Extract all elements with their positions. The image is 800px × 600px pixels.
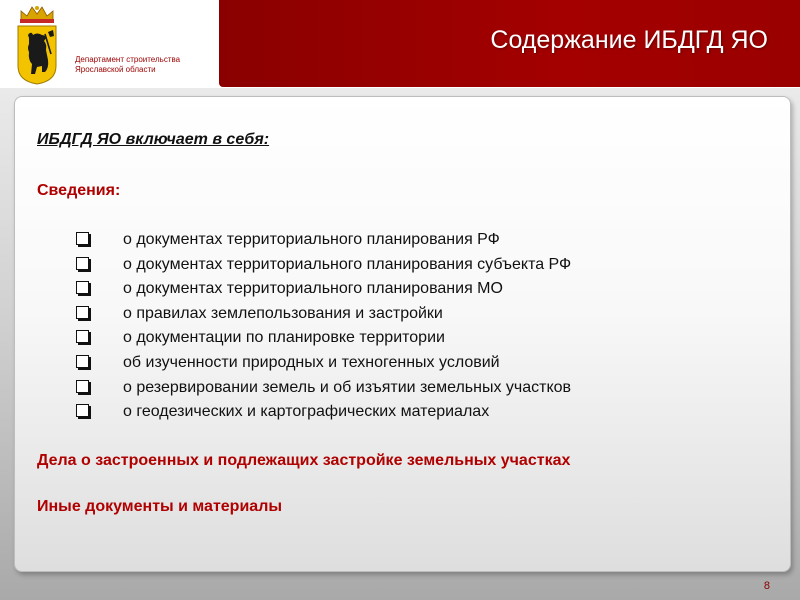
checkbox-square-icon	[76, 380, 89, 393]
list-item-text: о геодезических и картографических материалах	[123, 403, 490, 421]
checkbox-square-icon	[76, 355, 89, 368]
section-other-heading: Иные документы и материалы	[37, 498, 283, 515]
list-item-text: о документах территориального планирования РФ	[123, 231, 500, 248]
list-item-text: о резервировании земель и об изъятии земельных участков	[123, 378, 572, 396]
list-item-text: об изученности природных и техногенных условий	[123, 353, 500, 371]
list-item-text: о документации по планировке территории	[123, 329, 445, 347]
page-title: Содержание ИБДГД ЯО	[490, 26, 768, 54]
section-cases-heading: Дела о застроенных и подлежащих застройке земельных участках	[37, 452, 571, 469]
title-bar	[219, 0, 800, 87]
list-item-text: о документах территориального планирования субъекта РФ	[123, 255, 572, 273]
list-item-text: о правилах землепользования и застройки	[123, 304, 443, 322]
coat-of-arms-icon	[15, 4, 59, 86]
header	[0, 0, 800, 88]
checkbox-square-icon	[76, 404, 89, 417]
intro-heading: ИБДГД ЯО включает в себя:	[37, 131, 270, 148]
checkbox-square-icon	[76, 232, 89, 245]
checkbox-square-icon	[76, 330, 89, 343]
checkbox-square-icon	[76, 257, 89, 270]
list-item-text: о документах территориального планирования МО	[123, 280, 503, 298]
checkbox-square-icon	[76, 281, 89, 294]
page-number: 8	[763, 580, 770, 592]
checkbox-square-icon	[76, 306, 89, 319]
section-info-heading: Сведения:	[37, 182, 121, 199]
department-name: Департамент строительства Ярославской области	[75, 55, 181, 74]
logo-area	[0, 0, 218, 88]
